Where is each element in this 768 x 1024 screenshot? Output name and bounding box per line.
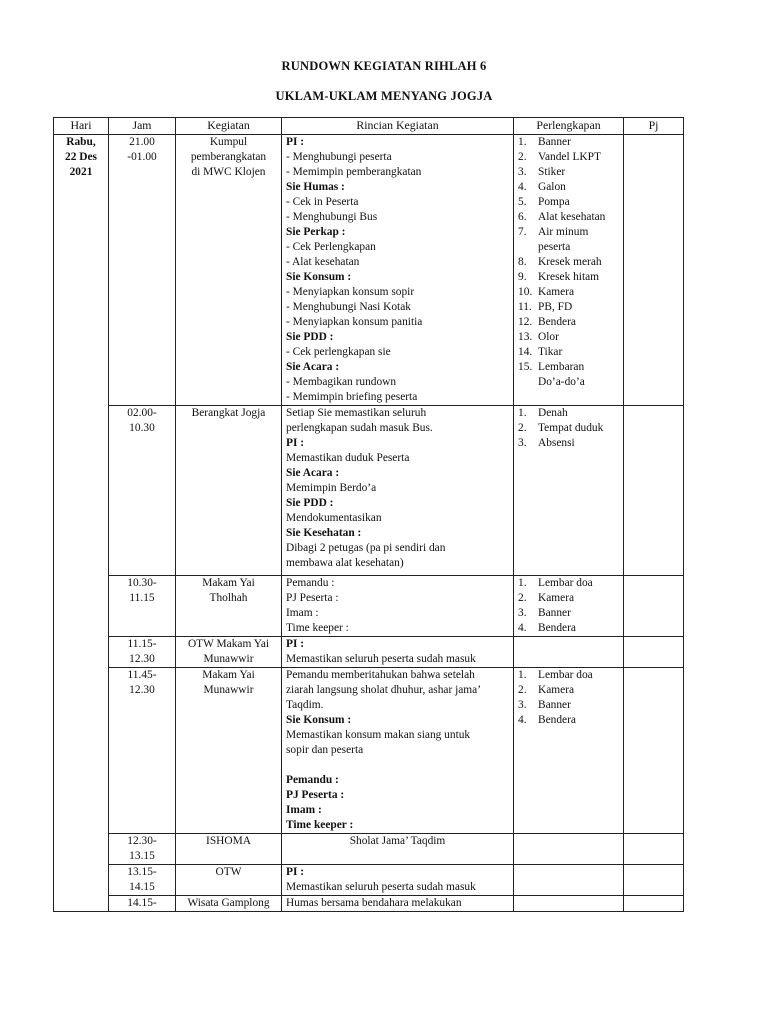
list-item-text: Tempat duduk xyxy=(538,422,604,434)
cell-jam xyxy=(109,896,176,912)
list-item-text: Air minum xyxy=(538,226,589,238)
rincian-heading: Time keeper : xyxy=(286,819,354,831)
rincian-line: - Cek in Peserta xyxy=(286,196,359,208)
rincian-line: Memastikan konsum makan siang untuk xyxy=(286,729,471,741)
list-item-number: 11. xyxy=(518,301,532,313)
list-item-number: 1. xyxy=(518,136,527,148)
cell-pj xyxy=(624,668,684,834)
jam-line: -01.00 xyxy=(127,151,157,163)
cell-jam xyxy=(109,637,176,668)
cell-kegiatan xyxy=(176,865,282,896)
cell-kegiatan xyxy=(176,896,282,912)
list-item-number: 5. xyxy=(518,196,527,208)
cell-rincian xyxy=(282,576,514,637)
cell-rincian xyxy=(282,865,514,896)
cell-rincian xyxy=(282,668,514,834)
list-item-number: 1. xyxy=(518,577,527,589)
jam-line: 12.30 xyxy=(129,653,155,665)
cell-pj xyxy=(624,637,684,668)
cell-rincian xyxy=(282,406,514,576)
list-item-text: Kamera xyxy=(538,684,575,696)
list-item-number: 8. xyxy=(518,256,527,268)
list-item-number: 10. xyxy=(518,286,533,298)
rincian-line: Time keeper : xyxy=(286,622,349,634)
rincian-line: membawa alat kesehatan) xyxy=(286,557,404,569)
rincian-line: Dibagi 2 petugas (pa pi sendiri dan xyxy=(286,542,446,554)
rincian-heading: PI : xyxy=(286,136,305,148)
list-item-number: 2. xyxy=(518,151,527,163)
list-item xyxy=(518,360,619,390)
list-item-number: 4. xyxy=(518,181,527,193)
cell-kegiatan xyxy=(176,637,282,668)
kegiatan-line: OTW xyxy=(215,866,242,878)
list-item-text: Banner xyxy=(538,607,571,619)
header-hari: Hari xyxy=(54,118,109,135)
table-row xyxy=(54,865,684,896)
list-item-text: Lembar doa xyxy=(538,669,593,681)
list-item-text: Denah xyxy=(538,407,568,419)
list-item-number: 12. xyxy=(518,316,533,328)
list-item xyxy=(518,621,619,636)
kegiatan-line: Makam Yai xyxy=(202,669,255,681)
rincian-line: - Memimpin pemberangkatan xyxy=(286,166,422,178)
cell-rincian xyxy=(282,896,514,912)
jam-line: 12.30- xyxy=(127,835,157,847)
cell-perlengkapan xyxy=(514,865,624,896)
rincian-line: - Menyiapkan konsum panitia xyxy=(286,316,423,328)
rincian-line: sopir dan peserta xyxy=(286,744,364,756)
cell-perlengkapan xyxy=(514,576,624,637)
day-line: Rabu, xyxy=(66,136,96,148)
rincian-heading: PJ Peserta : xyxy=(286,789,345,801)
rincian-line: perlengkapan sudah masuk Bus. xyxy=(286,422,433,434)
list-item xyxy=(518,255,619,270)
kegiatan-line: Munawwir xyxy=(203,684,254,696)
list-item xyxy=(518,345,619,360)
cell-kegiatan xyxy=(176,668,282,834)
rincian-heading: Sie PDD : xyxy=(286,497,334,509)
list-item xyxy=(518,421,619,436)
list-item xyxy=(518,436,619,451)
header-jam: Jam xyxy=(109,118,176,135)
perlengkapan-list xyxy=(518,135,619,390)
list-item-text: Bendera xyxy=(538,714,576,726)
cell-kegiatan xyxy=(176,834,282,865)
jam-line: 21.00 xyxy=(129,136,155,148)
list-item-number: 3. xyxy=(518,437,527,449)
list-item-number: 7. xyxy=(518,226,527,238)
cell-jam xyxy=(109,576,176,637)
list-item-text: Banner xyxy=(538,699,571,711)
rincian-line: - Cek perlengkapan sie xyxy=(286,346,391,358)
kegiatan-line: ISHOMA xyxy=(206,835,251,847)
list-item-text: Kresek hitam xyxy=(538,271,600,283)
list-item-number: 3. xyxy=(518,699,527,711)
rincian-line: Pemandu memberitahukan bahwa setelah xyxy=(286,669,475,681)
list-item-text: Pompa xyxy=(538,196,570,208)
kegiatan-line: di MWC Klojen xyxy=(191,166,266,178)
table-row xyxy=(54,576,684,637)
rundown-body xyxy=(54,135,684,912)
header-pj: Pj xyxy=(624,118,684,135)
list-item xyxy=(518,285,619,300)
rincian-line: Sholat Jama’ Taqdim xyxy=(349,835,446,847)
list-item-number: 3. xyxy=(518,607,527,619)
cell-jam xyxy=(109,834,176,865)
list-item-text: Vandel LKPT xyxy=(538,151,601,163)
kegiatan-line: Tholhah xyxy=(209,592,248,604)
rincian-line: Setiap Sie memastikan seluruh xyxy=(286,407,427,419)
cell-perlengkapan xyxy=(514,896,624,912)
rincian-heading: Sie Acara : xyxy=(286,467,340,479)
rincian-heading: Sie PDD : xyxy=(286,331,334,343)
list-item xyxy=(518,668,619,683)
cell-pj xyxy=(624,135,684,406)
header-kegiatan: Kegiatan xyxy=(176,118,282,135)
list-item xyxy=(518,270,619,285)
kegiatan-line: Munawwir xyxy=(203,653,254,665)
list-item xyxy=(518,300,619,315)
list-item xyxy=(518,210,619,225)
cell-perlengkapan xyxy=(514,834,624,865)
list-item-text: PB, FD xyxy=(538,301,573,313)
cell-kegiatan xyxy=(176,406,282,576)
perlengkapan-list xyxy=(518,668,619,728)
cell-kegiatan xyxy=(176,576,282,637)
list-item-number: 2. xyxy=(518,422,527,434)
rincian-heading: Sie Kesehatan : xyxy=(286,527,362,539)
list-item xyxy=(518,180,619,195)
table-row xyxy=(54,406,684,576)
jam-line: 11.45- xyxy=(127,669,157,681)
cell-hari xyxy=(54,135,109,912)
cell-pj xyxy=(624,576,684,637)
list-item xyxy=(518,698,619,713)
rincian-heading: Sie Konsum : xyxy=(286,271,352,283)
list-item xyxy=(518,683,619,698)
list-item-text: Kamera xyxy=(538,286,575,298)
rincian-heading: PI : xyxy=(286,866,305,878)
rincian-heading: Sie Perkap : xyxy=(286,226,346,238)
list-item xyxy=(518,150,619,165)
table-row xyxy=(54,637,684,668)
list-item-text: Bendera xyxy=(538,316,576,328)
jam-line: 14.15- xyxy=(127,897,157,909)
table-row xyxy=(54,668,684,834)
rincian-line xyxy=(286,758,509,773)
list-item-text: Bendera xyxy=(538,622,576,634)
list-item xyxy=(518,713,619,728)
document-title: RUNDOWN KEGIATAN RIHLAH 6 xyxy=(281,59,487,73)
list-item xyxy=(518,330,619,345)
list-item xyxy=(518,606,619,621)
list-item-text: Alat kesehatan xyxy=(538,211,606,223)
cell-pj xyxy=(624,896,684,912)
list-item-number: 2. xyxy=(518,684,527,696)
rincian-heading: Sie Acara : xyxy=(286,361,340,373)
list-item-number: 6. xyxy=(518,211,527,223)
list-item xyxy=(518,135,619,150)
jam-line: 02.00- xyxy=(127,407,157,419)
list-item-number: 9. xyxy=(518,271,527,283)
table-row xyxy=(54,896,684,912)
rincian-line: Memastikan seluruh peserta sudah masuk xyxy=(286,653,476,665)
list-item-number: 4. xyxy=(518,714,527,726)
rincian-line: - Memimpin briefing peserta xyxy=(286,391,418,403)
list-item-text: peserta xyxy=(538,241,571,253)
header-rincian: Rincian Kegiatan xyxy=(282,118,514,135)
list-item xyxy=(518,576,619,591)
rincian-line: Humas bersama bendahara melakukan xyxy=(286,897,462,909)
cell-jam xyxy=(109,135,176,406)
list-item-number: 2. xyxy=(518,592,527,604)
rincian-line: PJ Peserta : xyxy=(286,592,339,604)
rincian-line: Pemandu : xyxy=(286,577,335,589)
kegiatan-line: Kumpul xyxy=(209,136,248,148)
list-item-text: Absensi xyxy=(538,437,575,449)
cell-rincian xyxy=(282,637,514,668)
list-item xyxy=(518,195,619,210)
list-item-text: Kresek merah xyxy=(538,256,602,268)
list-item-text: Galon xyxy=(538,181,566,193)
list-item-text: Lembaran xyxy=(538,361,585,373)
list-item-number: 4. xyxy=(518,622,527,634)
rincian-line: Mendokumentasikan xyxy=(286,512,382,524)
perlengkapan-list xyxy=(518,406,619,451)
list-item-number: 1. xyxy=(518,407,527,419)
list-item-number: 3. xyxy=(518,166,527,178)
list-item xyxy=(518,315,619,330)
rincian-heading: PI : xyxy=(286,437,305,449)
jam-line: 13.15 xyxy=(129,850,155,862)
cell-jam xyxy=(109,668,176,834)
list-item xyxy=(518,406,619,421)
table-row xyxy=(54,135,684,406)
list-item xyxy=(518,591,619,606)
cell-rincian xyxy=(282,135,514,406)
cell-perlengkapan xyxy=(514,637,624,668)
kegiatan-line: pemberangkatan xyxy=(190,151,267,163)
rincian-heading: Pemandu : xyxy=(286,774,339,786)
list-item-text: Kamera xyxy=(538,592,575,604)
cell-pj xyxy=(624,406,684,576)
cell-kegiatan xyxy=(176,135,282,406)
header-perlengkapan: Perlengkapan xyxy=(514,118,624,135)
list-item-text: Do’a-do’a xyxy=(538,376,585,388)
rincian-line: - Menghubungi Nasi Kotak xyxy=(286,301,411,313)
cell-perlengkapan xyxy=(514,406,624,576)
kegiatan-line: Wisata Gamplong xyxy=(187,897,270,909)
jam-line: 13.15- xyxy=(127,866,157,878)
list-item xyxy=(518,225,619,255)
document-subtitle: UKLAM-UKLAM MENYANG JOGJA xyxy=(275,89,493,103)
rincian-line: - Alat kesehatan xyxy=(286,256,360,268)
jam-line: 11.15- xyxy=(127,638,157,650)
list-item-text: Lembar doa xyxy=(538,577,593,589)
rundown-table xyxy=(53,117,684,912)
jam-line: 10.30 xyxy=(129,422,155,434)
day-line: 2021 xyxy=(69,166,93,178)
rincian-line: Taqdim. xyxy=(286,699,324,711)
cell-pj xyxy=(624,834,684,865)
day-line: 22 Des xyxy=(65,151,97,163)
rincian-heading: Imam : xyxy=(286,804,322,816)
cell-perlengkapan xyxy=(514,135,624,406)
rincian-line: Memimpin Berdo’a xyxy=(286,482,377,494)
rincian-heading: Sie Humas : xyxy=(286,181,345,193)
rincian-heading: Sie Konsum : xyxy=(286,714,352,726)
list-item-number: 15. xyxy=(518,361,533,373)
jam-line: 10.30- xyxy=(127,577,157,589)
list-item-text: Olor xyxy=(538,331,559,343)
perlengkapan-list xyxy=(518,576,619,636)
cell-pj xyxy=(624,865,684,896)
rincian-line: Memastikan seluruh peserta sudah masuk xyxy=(286,881,476,893)
list-item-text: Stiker xyxy=(538,166,566,178)
table-row xyxy=(54,834,684,865)
jam-line: 12.30 xyxy=(129,684,155,696)
cell-perlengkapan xyxy=(514,668,624,834)
rincian-line: Memastikan duduk Peserta xyxy=(286,452,410,464)
jam-line: 14.15 xyxy=(129,881,155,893)
rincian-line: - Menyiapkan konsum sopir xyxy=(286,286,415,298)
rincian-heading: PI : xyxy=(286,638,305,650)
list-item xyxy=(518,165,619,180)
rincian-line: ziarah langsung sholat dhuhur, ashar jama’ xyxy=(286,684,482,696)
list-item-text: Tikar xyxy=(538,346,563,358)
jam-line: 11.15 xyxy=(129,592,155,604)
kegiatan-line: Makam Yai xyxy=(202,577,255,589)
rincian-line: - Menghubungi peserta xyxy=(286,151,392,163)
kegiatan-line: OTW Makam Yai xyxy=(187,638,270,650)
cell-jam xyxy=(109,865,176,896)
rincian-line: - Cek Perlengkapan xyxy=(286,241,376,253)
list-item-number: 1. xyxy=(518,669,527,681)
kegiatan-line: Berangkat Jogja xyxy=(191,407,266,419)
header-row xyxy=(54,118,684,135)
list-item-text: Banner xyxy=(538,136,571,148)
cell-rincian xyxy=(282,834,514,865)
cell-jam xyxy=(109,406,176,576)
rincian-line: - Menghubungi Bus xyxy=(286,211,378,223)
list-item-number: 13. xyxy=(518,331,533,343)
rincian-line: Imam : xyxy=(286,607,319,619)
list-item-number: 14. xyxy=(518,346,533,358)
rincian-line: - Membagikan rundown xyxy=(286,376,397,388)
